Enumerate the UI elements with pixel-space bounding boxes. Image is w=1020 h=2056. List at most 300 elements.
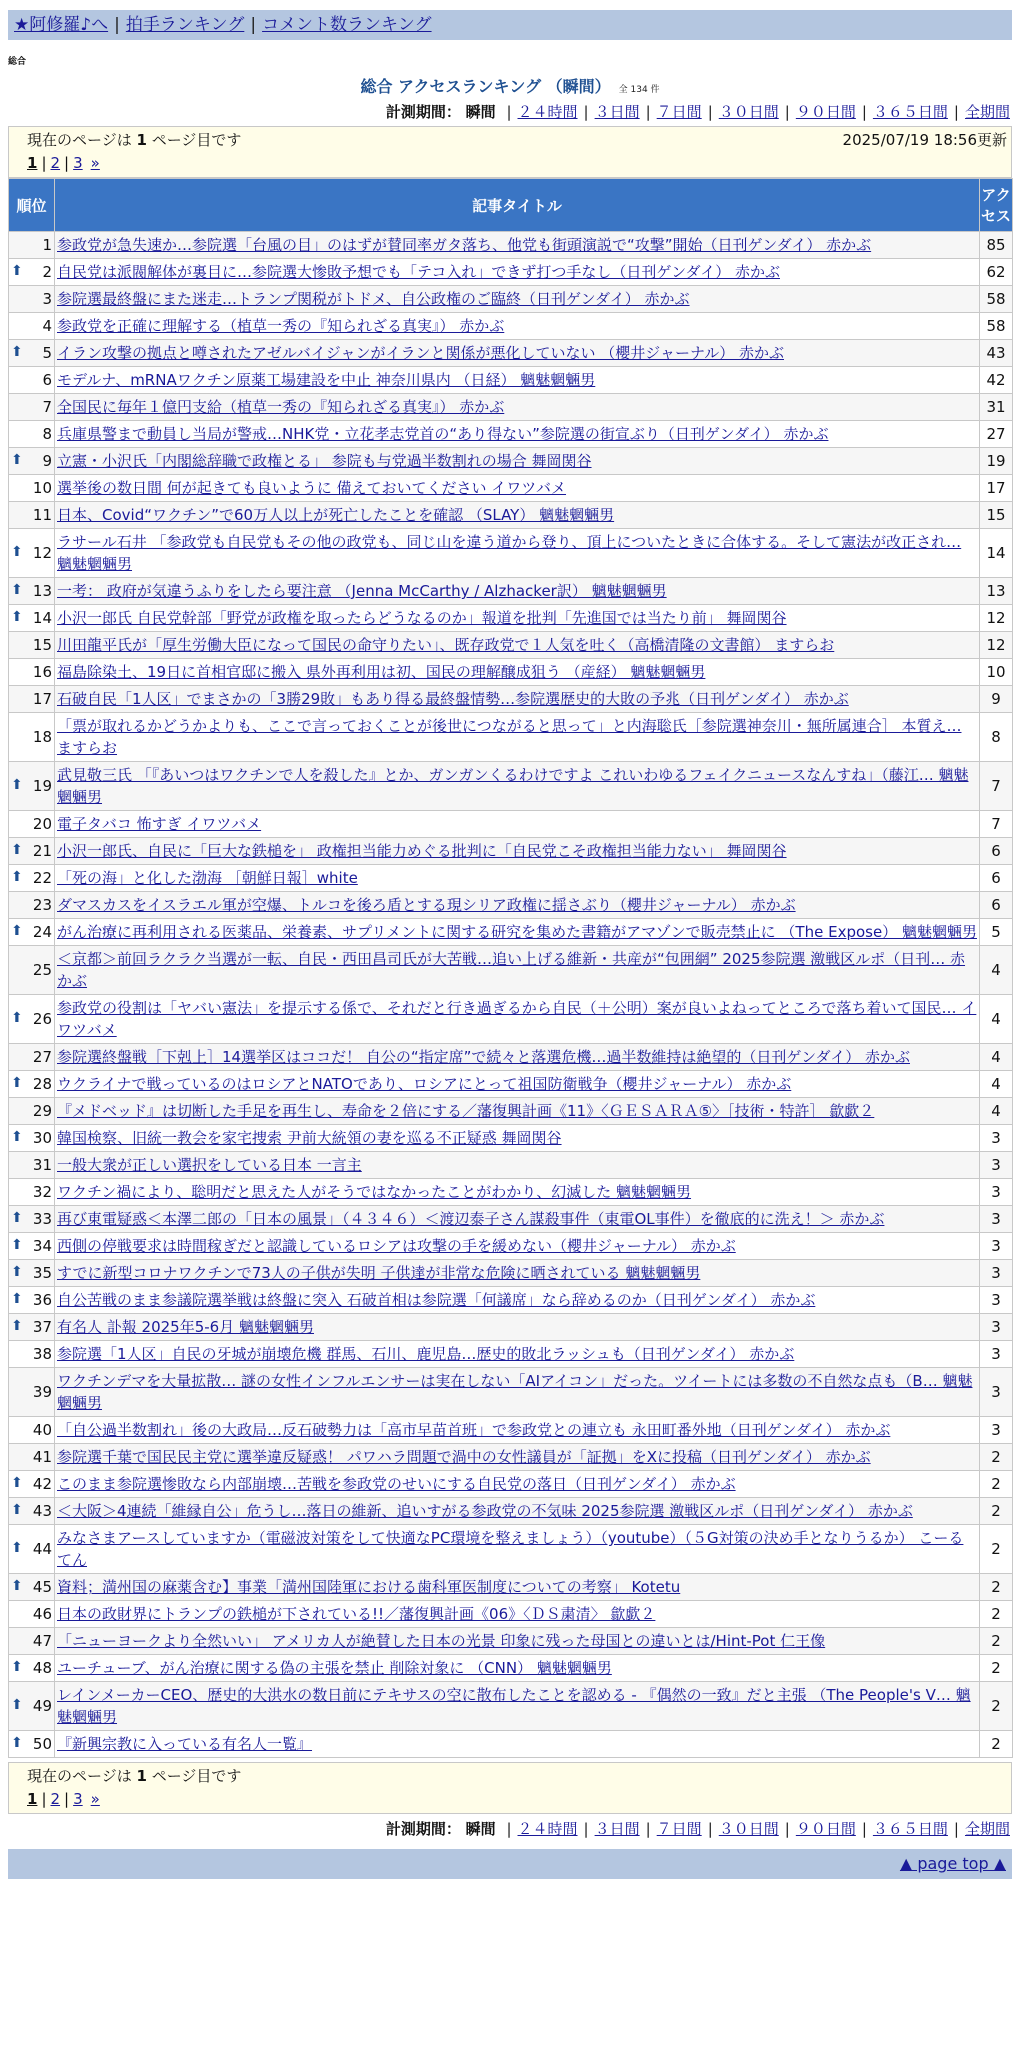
period-separator: | [506, 103, 512, 121]
table-row [9, 632, 1013, 659]
article-link[interactable]: 一考： 政府が気違うふりをしたら要注意 （Jenna McCarthy / Alzhacker訳） 魑魅魍魎男 [57, 582, 667, 600]
table-row [9, 475, 1013, 502]
rank-cell [9, 686, 55, 713]
rank-number: 37 [32, 1318, 52, 1336]
rank-cell [9, 605, 55, 632]
pagination: 1 | 2 | 3 » [27, 1790, 100, 1808]
article-link[interactable]: ユーチューブ、がん治療に関する偽の主張を禁止 削除対象に （CNN） 魑魅魍魎男 [57, 1659, 612, 1677]
rank-cell [9, 1206, 55, 1233]
access-count: 4 [980, 995, 1013, 1044]
rank-number: 26 [32, 1010, 52, 1028]
applause-ranking-link[interactable]: 拍手ランキング [125, 15, 245, 35]
rank-number: 4 [42, 317, 52, 335]
title-cell [55, 1601, 980, 1628]
rank-up-arrow-icon: ⬆ [11, 1075, 23, 1091]
title-cell [55, 1525, 980, 1574]
rank-cell [9, 1152, 55, 1179]
rank-number: 9 [42, 452, 52, 470]
nav-separator: | [114, 15, 120, 35]
period-link[interactable]: ３０日間 [718, 103, 779, 121]
rank-number: 34 [32, 1237, 52, 1255]
rank-number: 15 [32, 636, 52, 654]
article-link[interactable]: 自民党は派閥解体が裏目に…参院選大惨敗予想でも「テコ入れ」できず打つ手なし（日刊ゲンダイ） 赤かぶ [57, 263, 780, 281]
access-count: 2 [980, 1628, 1013, 1655]
article-link[interactable]: 韓国検察、旧統一教会を家宅捜索 尹前大統領の妻を巡る不正疑惑 舞岡関谷 [57, 1129, 562, 1147]
table-row [9, 811, 1013, 838]
article-link[interactable]: 一般大衆が正しい選択をしている日本 一言主 [57, 1156, 362, 1174]
table-row [9, 762, 1013, 811]
table-row [9, 1525, 1013, 1574]
article-link[interactable]: 日本の政財界にトランプの鉄槌が下されている!!／藩復興計画《06》〈ＤＳ粛清〉 歙歔２ [57, 1605, 656, 1623]
next-page-link[interactable]: » [90, 154, 100, 172]
article-link[interactable]: ＜京都＞前回ラクラク当選が一転、自民・西田昌司氏が大苦戦…追い上げる維新・共産が“包囲網” 2025参院選 激戦区ルポ（日刊… 赤かぶ [57, 950, 966, 990]
period-link[interactable]: ３６５日間 [872, 103, 948, 121]
title-cell [55, 995, 980, 1044]
period-link[interactable]: ３６５日間 [872, 1820, 948, 1838]
rank-cell [9, 1444, 55, 1471]
table-row [9, 1601, 1013, 1628]
rank-number: 11 [32, 506, 52, 524]
rank-up-arrow-icon: ⬆ [11, 923, 23, 939]
updated-time: 2025/07/19 18:56更新 [842, 131, 1007, 149]
title-cell [55, 313, 980, 340]
article-link[interactable]: 選挙後の数日間 何が起きても良いように 備えておいてください イワツバメ [57, 479, 567, 497]
table-row [9, 367, 1013, 394]
table-row [9, 1098, 1013, 1125]
access-count: 42 [980, 367, 1013, 394]
period-link[interactable]: ９０日間 [795, 1820, 856, 1838]
rank-number: 38 [32, 1345, 52, 1363]
article-link[interactable]: 立憲・小沢氏「内閣総辞職で政権とる」 参院も与党過半数割れの場合 舞岡関谷 [57, 452, 592, 470]
rank-number: 21 [32, 842, 52, 860]
article-link[interactable]: ウクライナで戦っているのはロシアとNATOであり、ロシアにとって祖国防衛戦争（櫻井ジャーナル） 赤かぶ [57, 1075, 792, 1093]
rank-cell [9, 340, 55, 367]
table-row [9, 394, 1013, 421]
rank-number: 12 [32, 544, 52, 562]
rank-number: 1 [42, 236, 52, 254]
access-count: 2 [980, 1682, 1013, 1731]
rank-up-arrow-icon: ⬆ [11, 869, 23, 885]
article-link[interactable]: ＜大阪＞4連続「維縁自公」危うし…落日の維新、追いすがる参政党の不気味 2025参院選 激戦区ルポ（日刊ゲンダイ） 赤かぶ [57, 1502, 913, 1520]
article-link[interactable]: がん治療に再利用される医薬品、栄養素、サプリメントに関する研究を集めた書籍がアマゾンで販売禁止に （The Expose） 魑魅魍魎男 [57, 923, 977, 941]
article-link[interactable]: 兵庫県警まで動員し当局が警戒…NHK党・立花孝志党首の“あり得ない”参院選の街宣ぶり（日刊ゲンダイ） 赤かぶ [57, 425, 829, 443]
title-cell [55, 1125, 980, 1152]
table-row [9, 286, 1013, 313]
access-count: 2 [980, 1731, 1013, 1758]
table-row [9, 995, 1013, 1044]
rank-number: 44 [32, 1540, 52, 1558]
title-cell [55, 1498, 980, 1525]
access-count: 4 [980, 1044, 1013, 1071]
table-row [9, 1731, 1013, 1758]
period-separator: | [784, 1820, 790, 1838]
rank-up-arrow-icon: ⬆ [11, 1697, 23, 1713]
page-number: 1 [136, 1767, 147, 1785]
access-count: 12 [980, 632, 1013, 659]
article-link[interactable]: 「自公過半数割れ」後の大政局…反石破勢力は「高市早苗首班」で参政党との連立も 永田町番外地（日刊ゲンダイ） 赤かぶ [57, 1421, 891, 1439]
total-count: 全 134 件 [618, 85, 660, 95]
rank-up-arrow-icon: ⬆ [11, 1735, 23, 1751]
table-row [9, 1314, 1013, 1341]
period-link[interactable]: ２４時間 [517, 1820, 578, 1838]
rank-number: 42 [32, 1475, 52, 1493]
access-count: 27 [980, 421, 1013, 448]
rank-number: 32 [32, 1183, 52, 1201]
table-row [9, 919, 1013, 946]
title-cell [55, 1098, 980, 1125]
rank-up-arrow-icon: ⬆ [11, 1129, 23, 1145]
rank-cell [9, 1471, 55, 1498]
article-link[interactable]: 参政党を正確に理解する（植草一秀の『知られざる真実』） 赤かぶ [57, 317, 505, 335]
rank-cell [9, 811, 55, 838]
table-row [9, 686, 1013, 713]
title-cell [55, 659, 980, 686]
rank-number: 19 [32, 777, 52, 795]
page-suffix: ページ目です [146, 131, 242, 149]
rank-number: 45 [32, 1578, 52, 1596]
title-cell [55, 232, 980, 259]
rank-cell [9, 232, 55, 259]
page-link-3[interactable]: 3 [73, 1790, 83, 1808]
page-link-2[interactable]: 2 [50, 154, 61, 172]
rank-number: 25 [32, 961, 52, 979]
title-cell [55, 475, 980, 502]
access-count: 7 [980, 811, 1013, 838]
access-count: 3 [980, 1417, 1013, 1444]
next-page-link[interactable]: » [90, 1790, 100, 1808]
article-link[interactable]: 石破自民「1人区」でまさかの「3勝29敗」もあり得る最終盤情勢…参院選歴史的大敗の予兆（日刊ゲンダイ） 赤かぶ [57, 690, 849, 708]
page-info-top [8, 126, 1012, 178]
access-count: 14 [980, 529, 1013, 578]
rank-cell [9, 919, 55, 946]
table-row [9, 892, 1013, 919]
rank-number: 30 [32, 1129, 52, 1147]
rank-cell [9, 1233, 55, 1260]
rank-up-arrow-icon: ⬆ [11, 544, 23, 560]
measure-label: 計測期間： [385, 103, 461, 121]
rank-number: 24 [32, 923, 52, 941]
rank-cell [9, 1525, 55, 1574]
home-link[interactable]: ★阿修羅♪へ [14, 15, 109, 35]
rank-number: 23 [32, 896, 52, 914]
article-link[interactable]: 参政党の役割は「ヤバい憲法」を提示する係で、それだと行き過ぎるから自民（＋公明）案が良いよねってところで落ち着いて国民… イワツバメ [57, 999, 977, 1039]
title-cell [55, 1152, 980, 1179]
title-cell [55, 1731, 980, 1758]
rank-number: 14 [32, 609, 52, 627]
title-cell [55, 865, 980, 892]
access-count: 58 [980, 286, 1013, 313]
rank-cell [9, 286, 55, 313]
article-link[interactable]: すでに新型コロナワクチンで73人の子供が失明 子供達が非常な危険に晒されている 魑魅魍魎男 [57, 1264, 701, 1282]
access-count: 9 [980, 686, 1013, 713]
period-link[interactable]: ９０日間 [795, 103, 856, 121]
access-count: 6 [980, 838, 1013, 865]
ranking-title: 総合 アクセスランキング （瞬間） [360, 77, 611, 96]
rank-up-arrow-icon: ⬆ [11, 1237, 23, 1253]
rank-cell [9, 713, 55, 762]
access-count: 62 [980, 259, 1013, 286]
access-count: 7 [980, 762, 1013, 811]
article-link[interactable]: 有名人 訃報 2025年5-6月 魑魅魍魎男 [57, 1318, 314, 1336]
ranking-table [8, 178, 1013, 1758]
period-separator: | [645, 103, 651, 121]
access-count: 2 [980, 1525, 1013, 1574]
page-link-3[interactable]: 3 [73, 154, 83, 172]
access-count: 2 [980, 1498, 1013, 1525]
title-cell [55, 1179, 980, 1206]
table-row [9, 1368, 1013, 1417]
comment-ranking-link[interactable]: コメント数ランキング [262, 15, 432, 35]
rank-number: 49 [32, 1697, 52, 1715]
rank-number: 36 [32, 1291, 52, 1309]
article-link[interactable]: 全国民に毎年１億円支給（植草一秀の『知られざる真実』） 赤かぶ [57, 398, 505, 416]
rank-cell [9, 259, 55, 286]
table-row [9, 1233, 1013, 1260]
article-link[interactable]: 「死の海」と化した渤海 ［朝鮮日報］white [57, 869, 358, 887]
access-count: 3 [980, 1233, 1013, 1260]
article-link[interactable]: イラン攻撃の拠点と噂されたアゼルバイジャンがイランと関係が悪化していない （櫻井ジャーナル） 赤かぶ [57, 344, 784, 362]
rank-number: 50 [32, 1735, 52, 1753]
title-cell [55, 1260, 980, 1287]
access-count: 3 [980, 1341, 1013, 1368]
table-row [9, 1471, 1013, 1498]
rank-cell [9, 1287, 55, 1314]
access-count: 31 [980, 394, 1013, 421]
period-separator: | [707, 1820, 713, 1838]
title-cell [55, 1287, 980, 1314]
article-link[interactable]: 参院選最終盤にまた迷走…トランプ関税がトドメ、自公政権のご臨終（日刊ゲンダイ） 赤かぶ [57, 290, 690, 308]
article-link[interactable]: 川田龍平氏が「厚生労働大臣になって国民の命守りたい」、既存政党で１人気を吐く（高橋清隆の文書館） ますらお [57, 636, 835, 654]
access-count: 58 [980, 313, 1013, 340]
title-cell [55, 340, 980, 367]
period-separator: | [583, 1820, 589, 1838]
period-link[interactable]: ７日間 [656, 1820, 702, 1838]
rank-cell [9, 838, 55, 865]
article-link[interactable]: 日本、Covid“ワクチン”で60万人以上が死亡したことを確認 （SLAY） 魑魅魍魎男 [57, 506, 615, 524]
rank-cell [9, 313, 55, 340]
table-row [9, 1287, 1013, 1314]
title-cell [55, 811, 980, 838]
article-link[interactable]: 参院選千葉で国民民主党に選挙違反疑惑！ パワハラ問題で渦中の女性議員が「証拠」をXに投稿（日刊ゲンダイ） 赤かぶ [57, 1448, 871, 1466]
rank-up-arrow-icon: ⬆ [11, 1291, 23, 1307]
article-link[interactable]: 自公苦戦のまま参議院選挙戦は終盤に突入 石破首相は参院選「何議席」なら辞めるのか（日刊ゲンダイ） 赤かぶ [57, 1291, 816, 1309]
period-link[interactable]: ７日間 [656, 103, 702, 121]
rank-up-arrow-icon: ⬆ [11, 344, 23, 360]
rank-cell [9, 946, 55, 995]
rank-number: 33 [32, 1210, 52, 1228]
rank-number: 8 [42, 425, 52, 443]
access-count: 4 [980, 1098, 1013, 1125]
title-cell [55, 686, 980, 713]
table-row [9, 448, 1013, 475]
article-link[interactable]: 「ニューヨークより全然いい」 アメリカ人が絶賛した日本の光景 印象に残った母国との違いとは/Hint-Pot 仁王像 [57, 1632, 826, 1650]
table-row [9, 529, 1013, 578]
article-link[interactable]: レインメーカーCEO、歴史的大洪水の数日前にテキサスの空に散布したことを認める - 『偶然の一致』だと主張 （The People's V… 魑魅魍魎男 [57, 1686, 971, 1726]
access-count: 2 [980, 1601, 1013, 1628]
rank-cell [9, 1260, 55, 1287]
article-link[interactable]: ワクチンデマを大量拡散… 謎の女性インフルエンサーは実在しない「AIアイコン」だった。ツイートには多数の不自然な点も（B… 魑魅魍魎男 [57, 1372, 973, 1412]
access-count: 8 [980, 713, 1013, 762]
period-link[interactable]: ３０日間 [718, 1820, 779, 1838]
rank-up-arrow-icon: ⬆ [11, 1010, 23, 1026]
page-link-2[interactable]: 2 [50, 1790, 61, 1808]
rank-cell [9, 502, 55, 529]
table-row [9, 502, 1013, 529]
rank-up-arrow-icon: ⬆ [11, 582, 23, 598]
title-cell [55, 1417, 980, 1444]
rank-number: 31 [32, 1156, 52, 1174]
rank-cell [9, 865, 55, 892]
table-row [9, 865, 1013, 892]
measure-period-nav [0, 101, 1010, 122]
rank-number: 17 [32, 690, 52, 708]
rank-number: 28 [32, 1075, 52, 1093]
period-separator: | [707, 103, 713, 121]
article-link[interactable]: 小沢一郎氏、自民に「巨大な鉄槌を」 政権担当能力めぐる批判に「自民党こそ政権担当能力ない」 舞岡関谷 [57, 842, 787, 860]
rank-number: 22 [32, 869, 52, 887]
access-count: 3 [980, 1125, 1013, 1152]
article-link[interactable]: ダマスカスをイスラエル軍が空爆、トルコを後ろ盾とする現シリア政権に揺さぶり（櫻井ジャーナル） 赤かぶ [57, 896, 796, 914]
rank-number: 20 [32, 815, 52, 833]
rank-cell [9, 1498, 55, 1525]
rank-number: 16 [32, 663, 52, 681]
table-row [9, 1682, 1013, 1731]
rank-cell [9, 762, 55, 811]
article-link[interactable]: 『新興宗教に入っている有名人一覧』 [57, 1735, 313, 1753]
article-link[interactable]: みなさまアースしていますか（電磁波対策をして快適なPC環境を整えましょう）（youtube）（５G対策の決め手となりうるか） こーるてん [57, 1529, 964, 1569]
nav-separator: | [250, 15, 257, 35]
rank-number: 47 [32, 1632, 52, 1650]
rank-cell [9, 1071, 55, 1098]
rank-up-arrow-icon: ⬆ [11, 1659, 23, 1675]
period-link[interactable]: ２４時間 [517, 103, 578, 121]
access-count: 3 [980, 1206, 1013, 1233]
title-cell [55, 1206, 980, 1233]
rank-up-arrow-icon: ⬆ [11, 1318, 23, 1334]
rank-cell [9, 1655, 55, 1682]
period-link[interactable]: 全期間 [964, 1820, 1010, 1838]
header-rank: 順位 [9, 179, 55, 232]
page-info-bottom [8, 1762, 1012, 1814]
page-top-link[interactable]: ▲ page top ▲ [899, 1854, 1006, 1873]
top-nav-bar [8, 10, 1012, 40]
period-separator: | [953, 103, 959, 121]
article-link[interactable]: 参政党が急失速か…参院選「台風の目」のはずが賛同率ガタ落ち、他党も街頭演説で“攻撃”開始（日刊ゲンダイ） 赤かぶ [57, 236, 872, 254]
rank-number: 5 [42, 344, 52, 362]
article-link[interactable]: 福島除染土、19日に首相官邸に搬入 県外再利用は初、国民の理解醸成狙う （産経） 魑魅魍魎男 [57, 663, 706, 681]
table-row [9, 1341, 1013, 1368]
period-separator: | [861, 1820, 867, 1838]
rank-cell [9, 367, 55, 394]
article-link[interactable]: 電子タバコ 怖すぎ イワツバメ [57, 815, 262, 833]
rank-cell [9, 892, 55, 919]
title-cell [55, 1233, 980, 1260]
period-separator: | [506, 1820, 512, 1838]
rank-number: 39 [32, 1383, 52, 1401]
table-row [9, 1444, 1013, 1471]
rank-up-arrow-icon: ⬆ [11, 777, 23, 793]
table-row [9, 1260, 1013, 1287]
rank-cell [9, 1682, 55, 1731]
period-separator: | [583, 103, 589, 121]
article-link[interactable]: 西側の停戦要求は時間稼ぎだと認識しているロシアは攻撃の手を緩めない（櫻井ジャーナル） 赤かぶ [57, 1237, 736, 1255]
rank-number: 18 [32, 728, 52, 746]
period-current: 瞬間 [465, 103, 496, 121]
table-row [9, 1125, 1013, 1152]
rank-cell [9, 578, 55, 605]
table-row [9, 313, 1013, 340]
article-link[interactable]: モデルナ、mRNAワクチン原薬工場建設を中止 神奈川県内 （日経） 魑魅魍魎男 [57, 371, 596, 389]
table-row [9, 605, 1013, 632]
title-cell [55, 578, 980, 605]
article-link[interactable]: 資料；満州国の麻薬含む】事業「満州国陸軍における歯科軍医制度についての考察」 Kotetu [57, 1578, 681, 1596]
article-link[interactable]: ラサール石井 「参政党も自民党もその他の政党も、同じ山を違う道から登り、頂上についたときに合体する。そして憲法が改正され… 魑魅魍魎男 [57, 533, 962, 573]
article-link[interactable]: 参院選終盤戦［下剋上］14選挙区はココだ！ 自公の“指定席”で続々と落選危機…過半数維持は絶望的（日刊ゲンダイ） 赤かぶ [57, 1048, 910, 1066]
article-link[interactable]: 「票が取れるかどうかよりも、ここで言っておくことが後世につながると思って」と内海聡氏［参院選神奈川・無所属連合］ 本質え… ますらお [57, 717, 962, 757]
rank-number: 48 [32, 1659, 52, 1677]
article-link[interactable]: 『メドベッド』は切断した手足を再生し、寿命を２倍にする／藩復興計画《11》〈ＧＥＳＡＲＡ⑤〉［技術・特許］ 歙歔２ [57, 1102, 875, 1120]
table-row [9, 713, 1013, 762]
table-row [9, 1044, 1013, 1071]
rank-cell [9, 632, 55, 659]
rank-up-arrow-icon: ⬆ [11, 1264, 23, 1280]
footer-bar [8, 1849, 1012, 1879]
article-link[interactable]: 小沢一郎氏 自民党幹部「野党が政権を取ったらどうなるのか」報道を批判「先進国では当たり前」 舞岡関谷 [57, 609, 787, 627]
access-count: 2 [980, 1471, 1013, 1498]
rank-up-arrow-icon: ⬆ [11, 842, 23, 858]
access-count: 13 [980, 578, 1013, 605]
title-cell [55, 448, 980, 475]
header-access: アクセス [980, 179, 1013, 232]
period-link[interactable]: ３日間 [594, 103, 640, 121]
article-link[interactable]: このまま参院選惨敗なら内部崩壊…苦戦を参政党のせいにする自民党の落日（日刊ゲンダイ） 赤かぶ [57, 1475, 736, 1493]
access-count: 19 [980, 448, 1013, 475]
rank-up-arrow-icon: ⬆ [11, 1475, 23, 1491]
rank-cell [9, 1044, 55, 1071]
rank-number: 6 [42, 371, 52, 389]
rank-up-arrow-icon: ⬆ [11, 1502, 23, 1518]
rank-cell [9, 1341, 55, 1368]
access-count: 2 [980, 1655, 1013, 1682]
rank-number: 40 [32, 1421, 52, 1439]
table-row [9, 1628, 1013, 1655]
access-count: 3 [980, 1179, 1013, 1206]
title-cell [55, 1682, 980, 1731]
title-cell [55, 1341, 980, 1368]
period-link[interactable]: ３日間 [594, 1820, 640, 1838]
rank-number: 2 [42, 263, 52, 281]
access-count: 4 [980, 1071, 1013, 1098]
period-link[interactable]: 全期間 [964, 103, 1010, 121]
article-link[interactable]: 参院選「1人区」自民の牙城が崩壊危機 群馬、石川、鹿児島…歴史的敗北ラッシュも（日刊ゲンダイ） 赤かぶ [57, 1345, 795, 1363]
page-suffix: ページ目です [146, 1767, 242, 1785]
rank-up-arrow-icon: ⬆ [11, 1210, 23, 1226]
table-row [9, 1417, 1013, 1444]
rank-number: 29 [32, 1102, 52, 1120]
rank-cell [9, 529, 55, 578]
title-cell [55, 1574, 980, 1601]
article-link[interactable]: 再び東電疑惑＜本澤二郎の「日本の風景」（４３４６）＜渡辺泰子さん謀殺事件（東電OL事件）を徹底的に洗え！＞ 赤かぶ [57, 1210, 885, 1228]
article-link[interactable]: ワクチン禍により、聡明だと思えた人がそうではなかったことがわかり、幻滅した 魑魅魍魎男 [57, 1183, 692, 1201]
title-cell [55, 259, 980, 286]
page-number: 1 [136, 131, 147, 149]
header-title: 記事タイトル [55, 179, 980, 232]
title-cell [55, 892, 980, 919]
rank-cell [9, 1098, 55, 1125]
article-link[interactable]: 武見敬三氏 「『あいつはワクチンで人を殺した』とか、ガンガンくるわけですよ これいわゆるフェイクニュースなんすね」（藤江… 魑魅魍魎男 [57, 766, 969, 806]
rank-number: 10 [32, 479, 52, 497]
title-cell [55, 1628, 980, 1655]
